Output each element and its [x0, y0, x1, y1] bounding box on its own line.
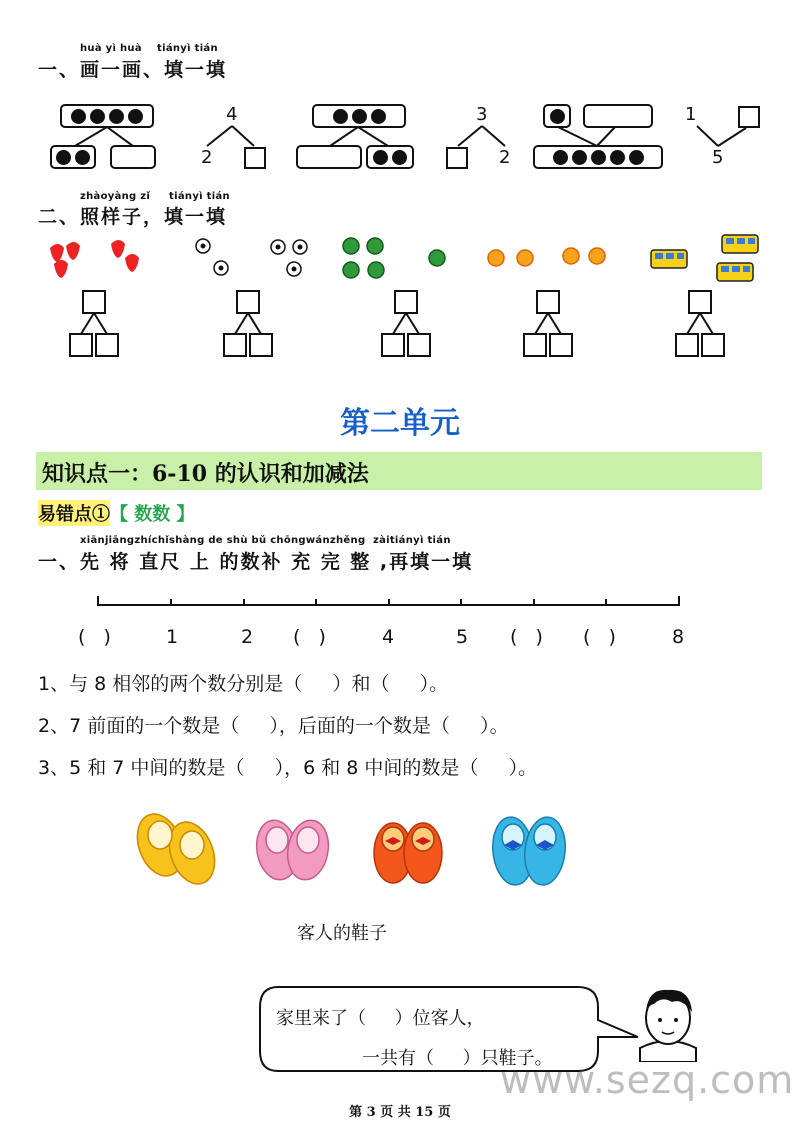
dot — [90, 109, 105, 124]
section3-title: 一、先 将 直尺 上 的数补 充 完 整 ,再填一填 — [38, 551, 474, 573]
ruler-label-1: 1 — [166, 626, 179, 648]
shoe-pair-yellow — [130, 808, 223, 891]
knowledge-point-title: 知识点一：6-10 的认识和加减法 — [42, 461, 369, 487]
unit-title: 第二单元 — [340, 406, 460, 441]
question-3: 3、5 和 7 中间的数是（ ），6 和 8 中间的数是（ ）。 — [38, 757, 538, 779]
dot — [553, 150, 568, 165]
strawberry-icon — [50, 240, 139, 278]
empty-answer-box[interactable] — [110, 145, 156, 169]
ruler-label-7: ( ) — [583, 626, 616, 648]
dot — [629, 150, 644, 165]
dot — [591, 150, 606, 165]
question-2: 2、7 前面的一个数是（ ），后面的一个数是（ ）。 — [38, 715, 509, 737]
ruler-label-6: ( ) — [510, 626, 543, 648]
number-bottom: 5 — [712, 147, 724, 168]
error-point-tag: 【 数数 】 — [110, 504, 195, 525]
page-footer: 第 3 页 共 15 页 — [349, 1105, 451, 1120]
section1-title: 一、画一画、填一填 — [38, 59, 228, 81]
shoes-illustration — [130, 805, 570, 895]
ruler-label-0: ( ) — [78, 626, 111, 648]
dots-box-2 — [50, 145, 96, 169]
ruler-label-2: 2 — [241, 626, 254, 648]
dot — [109, 109, 124, 124]
dots-box-1 — [543, 104, 571, 128]
number-top: 1 — [685, 104, 697, 125]
number-left: 2 — [201, 147, 213, 168]
sun-icon — [488, 248, 605, 266]
dots-box-5 — [533, 145, 663, 169]
dot — [75, 150, 90, 165]
dot — [373, 150, 388, 165]
ruler-label-8: 8 — [672, 626, 685, 648]
dots-box-4 — [60, 104, 154, 128]
dots-box-3 — [312, 104, 406, 128]
pictures-row — [0, 230, 800, 290]
dot — [352, 109, 367, 124]
dot — [572, 150, 587, 165]
dot — [392, 150, 407, 165]
section3-pinyin: xiānjiāngzhíchǐshàng de shù bǔ chōngwánzhěng zàitiányì tián — [80, 535, 451, 546]
ruler — [0, 590, 800, 620]
answer-square[interactable] — [244, 147, 266, 169]
answer-square[interactable] — [738, 106, 760, 128]
ruler-label-4: 4 — [382, 626, 395, 648]
boy-avatar — [632, 982, 704, 1062]
answer-square[interactable] — [446, 147, 468, 169]
dot — [610, 150, 625, 165]
knowledge-point-bar — [36, 452, 762, 490]
number-top: 4 — [226, 104, 238, 125]
dots-box-2 — [366, 145, 414, 169]
watermelon-icon — [343, 238, 445, 278]
section2-title: 二、照样子，填一填 — [38, 206, 228, 228]
ruler-label-5: 5 — [456, 626, 469, 648]
error-point — [38, 500, 195, 526]
number-bond-boxes — [0, 288, 800, 363]
shoe-pair-orange — [374, 823, 442, 883]
dot — [333, 109, 348, 124]
section2-pinyin: zhàoyàng zǐ tiányì tián — [80, 191, 230, 202]
speech-line-2: 一共有（ ）只鞋子。 — [362, 1048, 553, 1069]
shoe-pair-pink — [252, 817, 333, 883]
number-top: 3 — [476, 104, 488, 125]
error-point-label: 易错点① — [38, 500, 110, 526]
dot — [71, 109, 86, 124]
shoe-pair-blue — [490, 815, 569, 887]
dot — [550, 109, 565, 124]
dot — [56, 150, 71, 165]
question-1: 1、与 8 相邻的两个数分别是（ ）和（ ）。 — [38, 673, 449, 695]
dot — [128, 109, 143, 124]
dot — [371, 109, 386, 124]
number-right: 2 — [499, 147, 511, 168]
empty-answer-box[interactable] — [296, 145, 362, 169]
speech-line-1: 家里来了（ ）位客人， — [276, 1008, 485, 1029]
section1-pinyin: huà yì huà tiányì tián — [80, 43, 218, 54]
watermark: www.sezq.com — [500, 1058, 795, 1102]
soccer-ball-icon — [196, 239, 307, 276]
shoes-caption: 客人的鞋子 — [297, 923, 387, 944]
ruler-label-3: ( ) — [293, 626, 326, 648]
empty-answer-box[interactable] — [583, 104, 653, 128]
